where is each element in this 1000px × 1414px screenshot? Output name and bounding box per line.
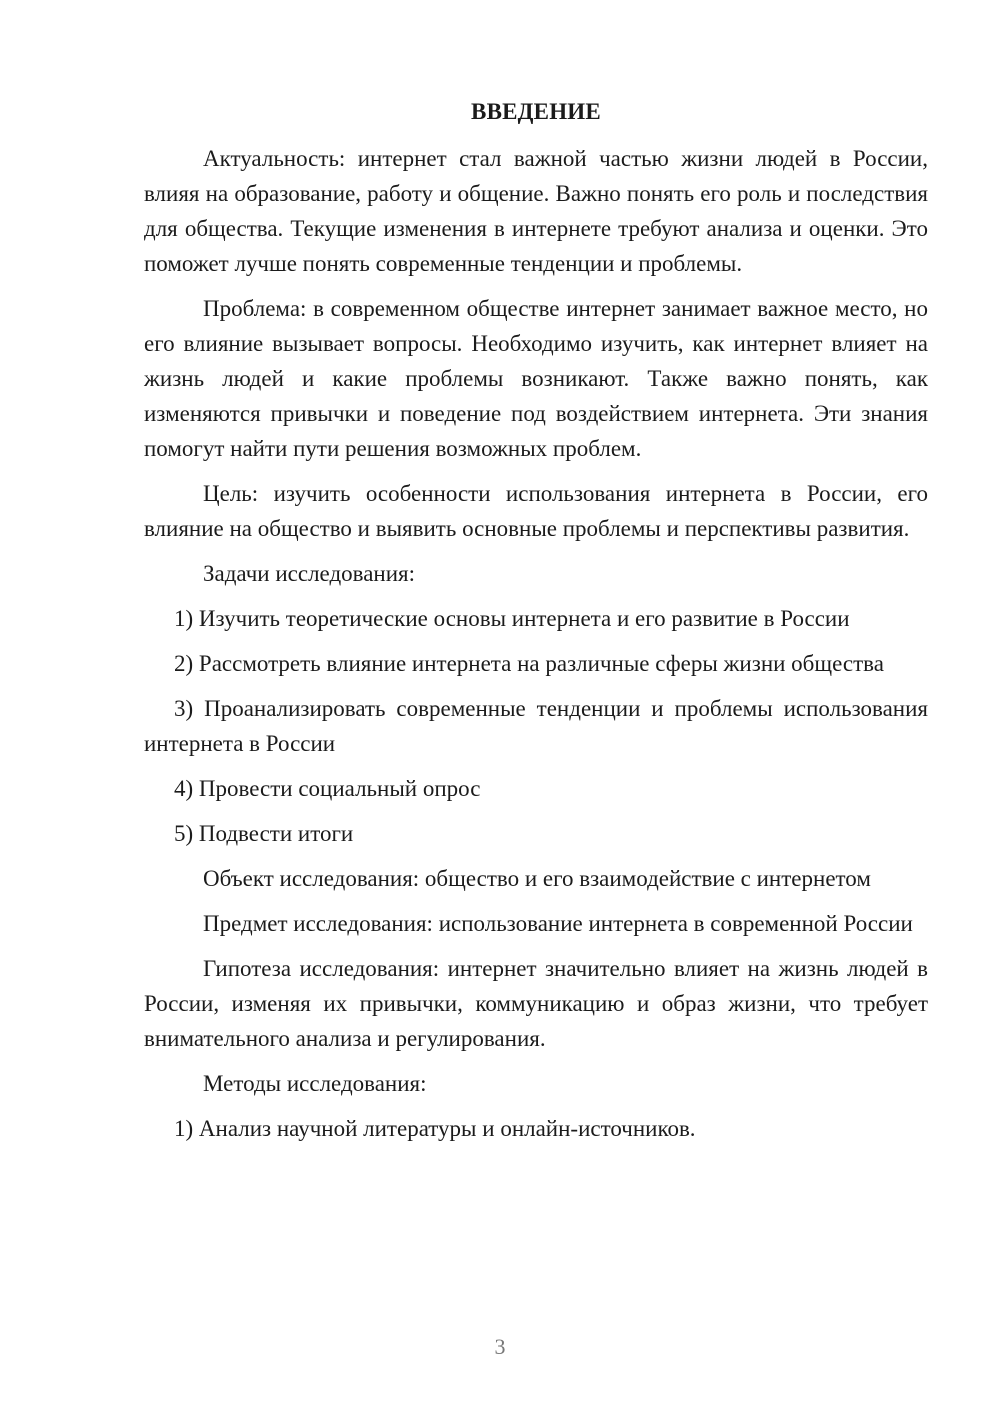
paragraph-object: Объект исследования: общество и его взаимодействие с интернетом bbox=[203, 866, 871, 891]
task-item-4: 4) Провести социальный опрос bbox=[174, 776, 481, 801]
paragraph-relevance: Актуальность: интернет стал важной частью жизни людей в России, влияя на образование, работу и общение. Важно понять его роль и последствия для общества. Текущие изменения в интернете требуют анализа и оценки. Это поможет лучше понять современные тенденции и проблемы. bbox=[144, 146, 928, 276]
method-item-1: 1) Анализ научной литературы и онлайн-источников. bbox=[174, 1116, 696, 1141]
page-body bbox=[144, 95, 928, 1156]
methods-heading: Методы исследования: bbox=[203, 1071, 427, 1096]
task-item-2: 2) Рассмотреть влияние интернета на различные сферы жизни общества bbox=[174, 651, 884, 676]
task-item-3: 3) Проанализировать современные тенденции и проблемы использования интернета в России bbox=[144, 696, 928, 756]
paragraph-hypothesis: Гипотеза исследования: интернет значительно влияет на жизнь людей в России, изменяя их привычки, коммуникацию и образ жизни, что требует внимательного анализа и регулирования. bbox=[144, 956, 928, 1051]
page-number: 3 bbox=[494, 1334, 506, 1359]
paragraph-goal: Цель: изучить особенности использования интернета в России, его влияние на общество и выявить основные проблемы и перспективы развития. bbox=[144, 481, 928, 541]
task-item-5: 5) Подвести итоги bbox=[174, 821, 354, 846]
section-title: ВВЕДЕНИЕ bbox=[471, 99, 601, 124]
paragraph-problem: Проблема: в современном обществе интернет занимает важное место, но его влияние вызывает вопросы. Необходимо изучить, как интернет влияет на жизнь людей и какие проблемы возникают. Также важно понять, как изменяются привычки и поведение под воздействием интернета. Эти знания помогут найти пути решения возможных проблем. bbox=[144, 296, 928, 461]
tasks-heading: Задачи исследования: bbox=[203, 561, 416, 586]
task-item-1: 1) Изучить теоретические основы интернета и его развитие в России bbox=[174, 606, 850, 631]
paragraph-subject: Предмет исследования: использование интернета в современной России bbox=[203, 911, 913, 936]
